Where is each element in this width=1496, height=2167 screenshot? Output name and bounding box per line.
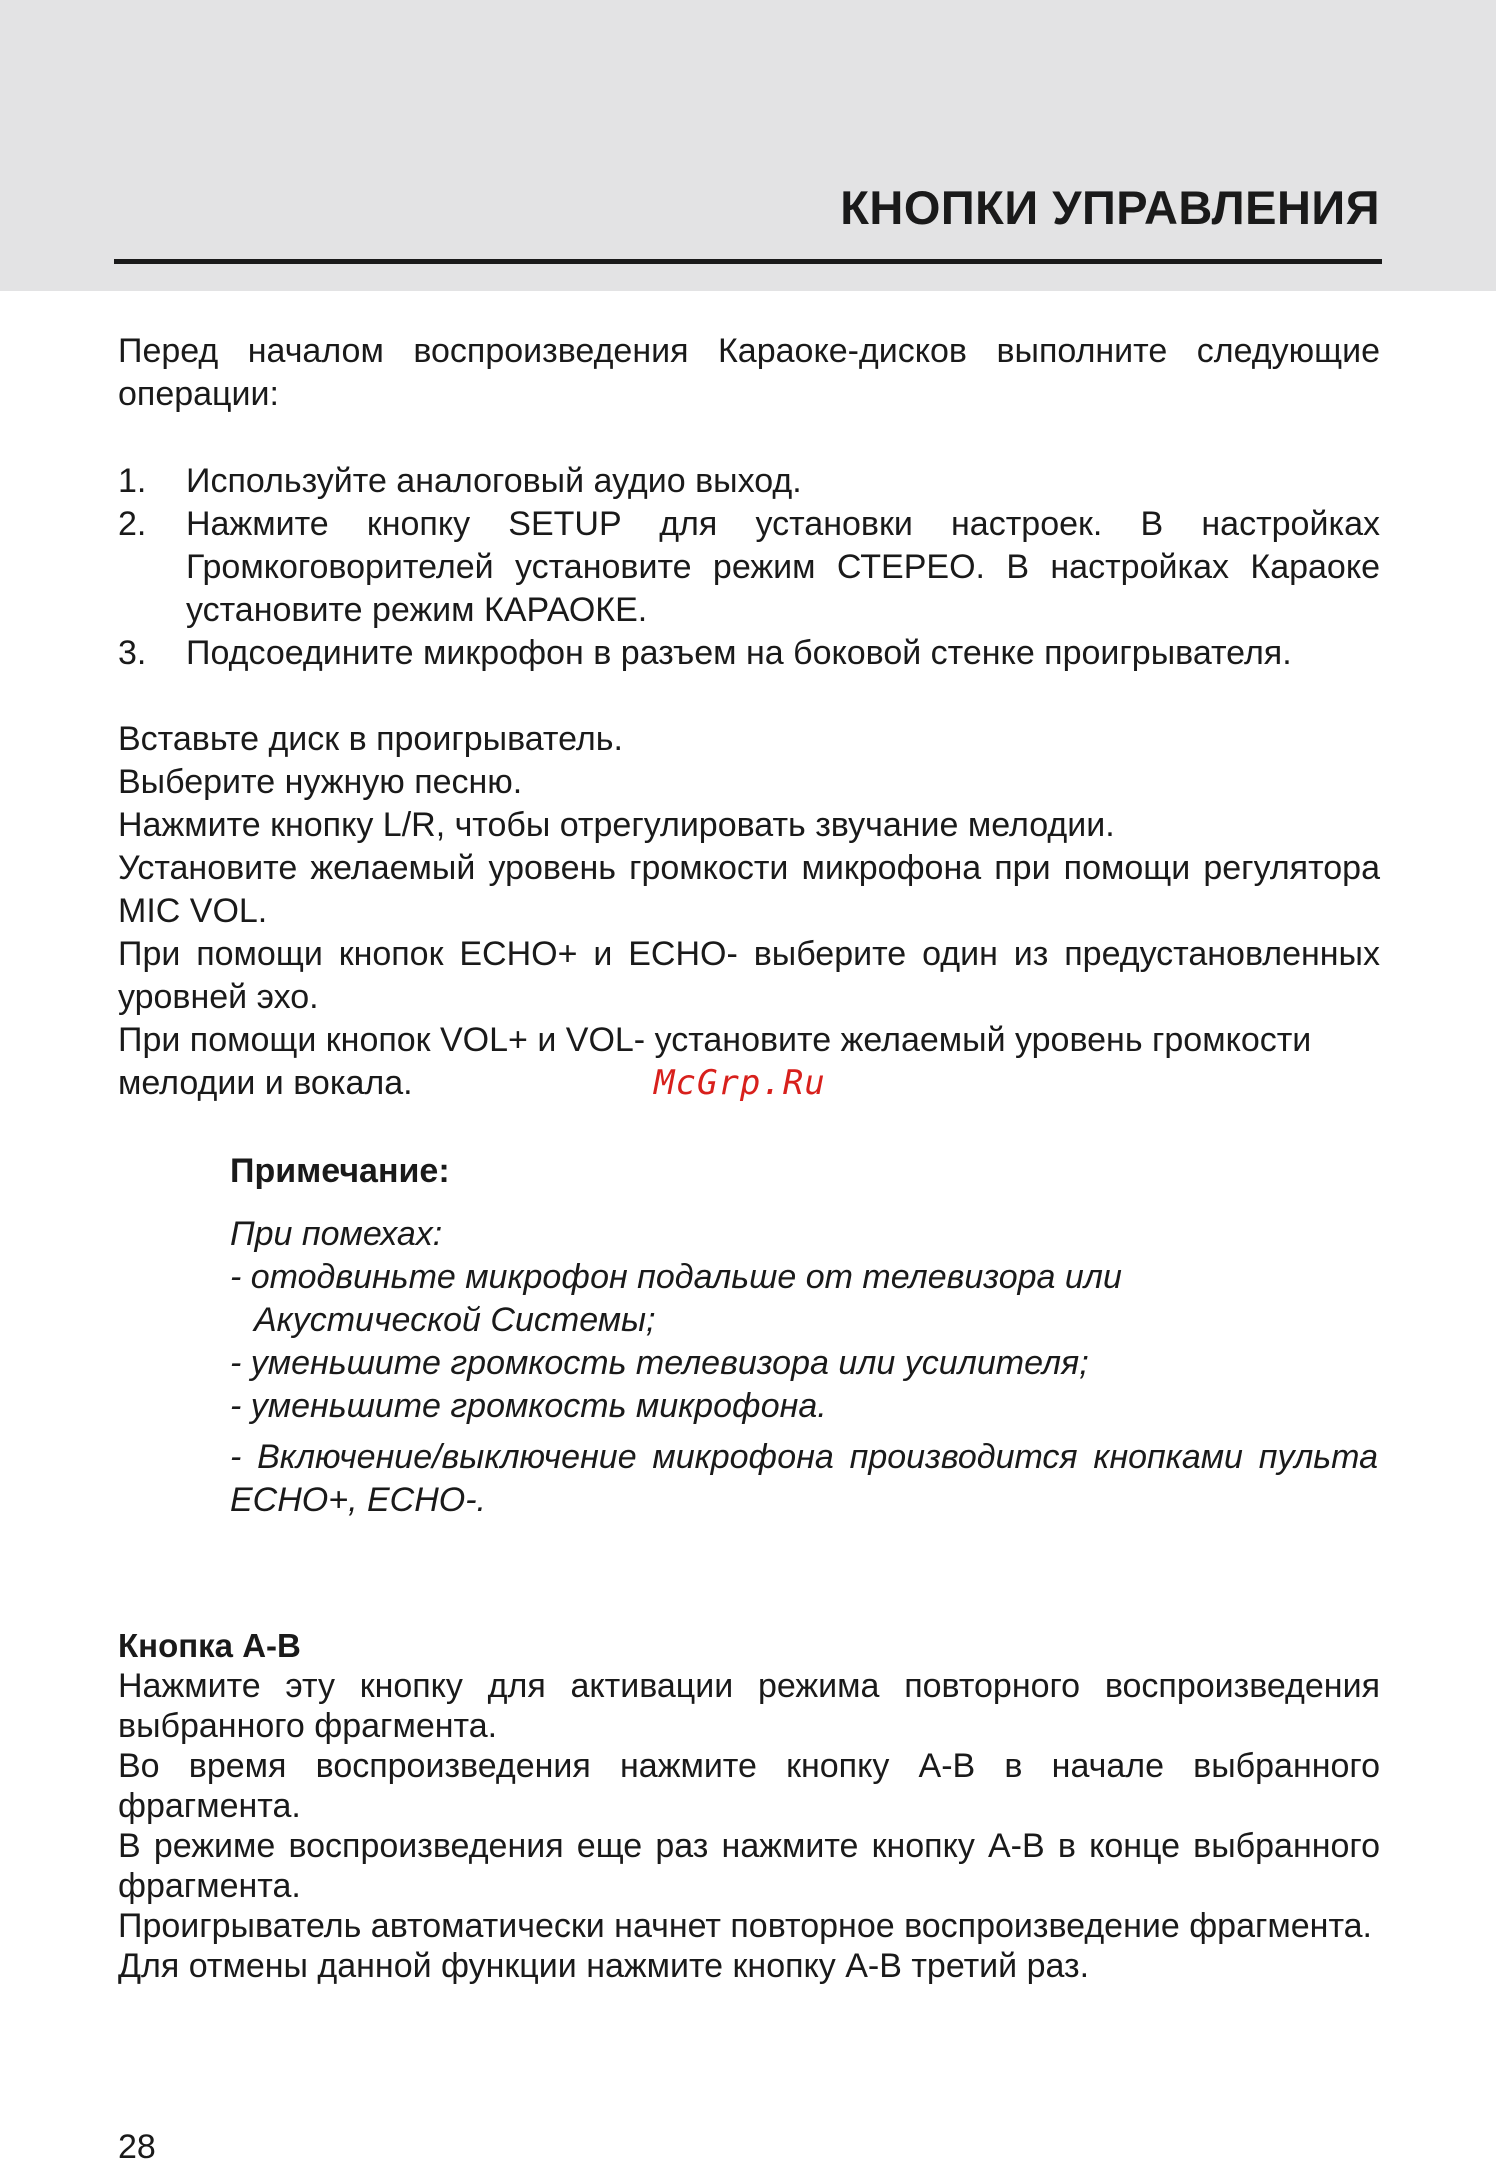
header-divider — [114, 259, 1382, 264]
list-item — [118, 460, 1380, 503]
operation-line: Установите желаемый уровень громкости микрофона при помощи регулятора MIC VOL. — [118, 849, 1380, 930]
note-item: - Включение/выключение микрофона производится кнопками пульта ECHO+, ECHO-. — [230, 1438, 1378, 1519]
operations-block — [118, 718, 1380, 1105]
note-title: Примечание: — [230, 1152, 450, 1190]
section-heading: Кнопка А-В — [118, 1627, 301, 1664]
note-item: - уменьшите громкость микрофона. — [230, 1387, 827, 1425]
ab-section — [118, 1626, 1380, 1986]
section-paragraph: Для отмены данной функции нажмите кнопку А-В третий раз. — [118, 1947, 1090, 1985]
note-item: - уменьшите громкость телевизора или усилителя; — [230, 1344, 1089, 1382]
step-text: Используйте аналоговый аудио выход. — [186, 462, 802, 500]
steps-list — [118, 460, 1380, 675]
step-number: 1. — [118, 462, 147, 500]
note-item: - отодвиньте микрофон подальше от телевизора или — [230, 1258, 1122, 1296]
note-block — [230, 1150, 1378, 1522]
step-number: 3. — [118, 634, 147, 672]
watermark: McGrp.Ru — [654, 1063, 826, 1103]
section-paragraph: Нажмите эту кнопку для активации режима повторного воспроизведения выбранного фрагмента. — [118, 1667, 1380, 1745]
page-title: КНОПКИ УПРАВЛЕНИЯ — [840, 181, 1380, 234]
intro-block — [118, 330, 1380, 416]
step-text: Подсоедините микрофон в разъем на боковой стенке проигрывателя. — [186, 634, 1292, 672]
section-paragraph: Во время воспроизведения нажмите кнопку А-В в начале выбранного фрагмента. — [118, 1747, 1380, 1825]
page-number: 28 — [118, 2128, 156, 2166]
intro-text: Перед началом воспроизведения Караоке-дисков выполните следующие операции: — [118, 332, 1380, 413]
list-item — [118, 503, 1380, 632]
operation-line: Вставьте диск в проигрыватель. — [118, 720, 623, 758]
operation-line: При помощи кнопок VOL+ и VOL- установите желаемый уровень громкости мелодии и вокала. — [118, 1021, 1312, 1102]
step-number: 2. — [118, 505, 147, 543]
note-item-continuation: Акустической Системы; — [254, 1301, 656, 1339]
header-band — [0, 0, 1496, 291]
section-paragraph: В режиме воспроизведения еще раз нажмите кнопку А-В в конце выбранного фрагмента. — [118, 1827, 1380, 1905]
step-text: Нажмите кнопку SETUP для установки настроек. В настройках Громкоговорителей установите режим СТЕРЕО. В настройках Караоке установите режим КАРАОКЕ. — [186, 505, 1380, 629]
operation-line: Нажмите кнопку L/R, чтобы отрегулировать звучание мелодии. — [118, 806, 1115, 844]
section-paragraph: Проигрыватель автоматически начнет повторное воспроизведение фрагмента. — [118, 1907, 1372, 1945]
operation-line: При помощи кнопок ECHO+ и ECHO- выберите один из предустановленных уровней эхо. — [118, 935, 1380, 1016]
note-intro: При помехах: — [230, 1215, 443, 1253]
operation-line: Выберите нужную песню. — [118, 763, 523, 801]
list-item — [118, 632, 1380, 675]
